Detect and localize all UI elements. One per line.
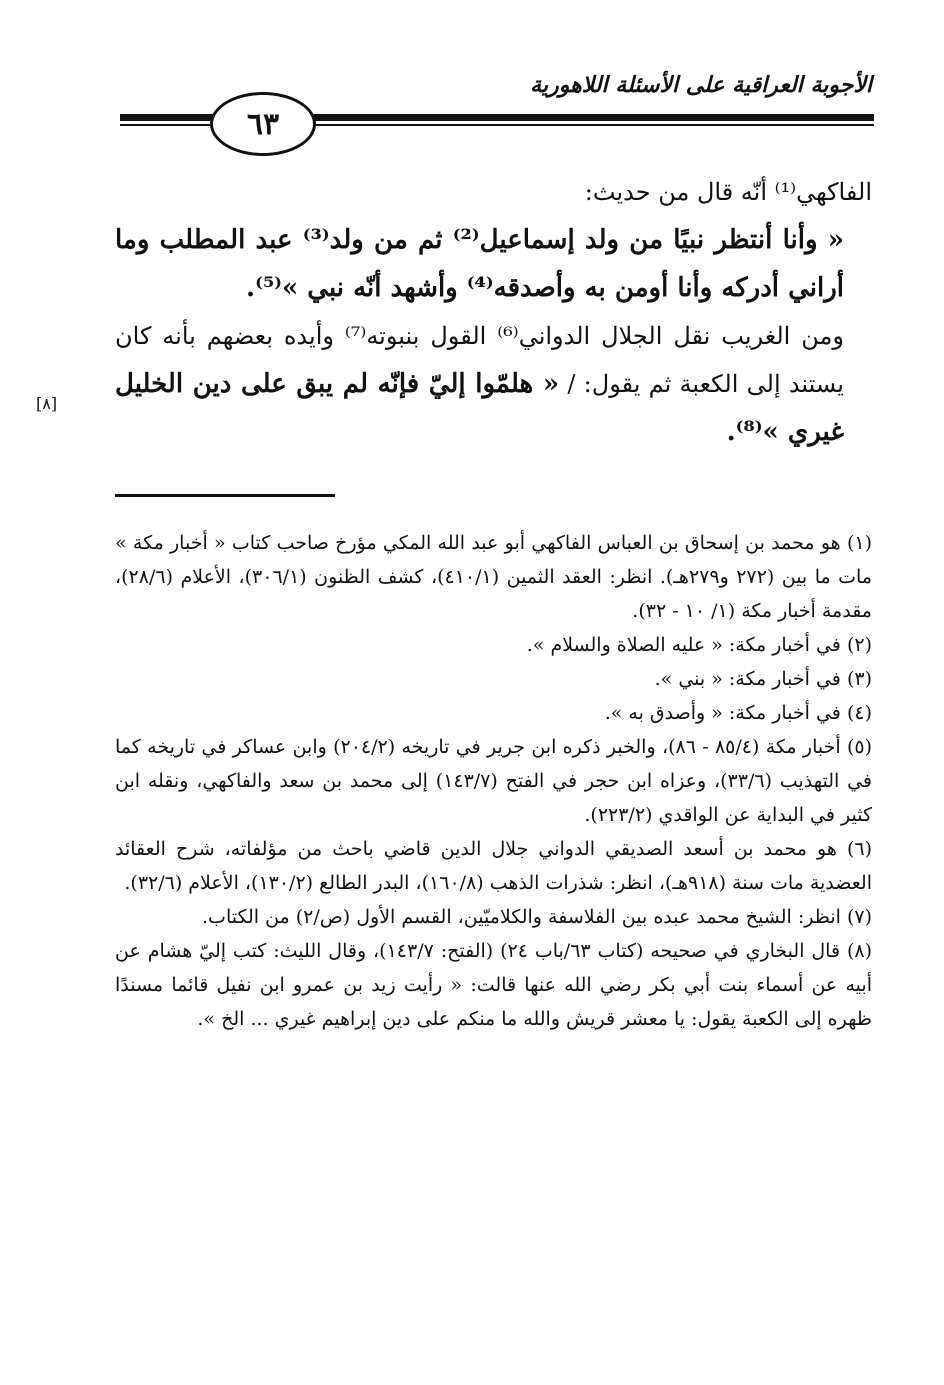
main-paragraph-2-quote: « وأنا أنتظر نبيًا من ولد إسماعيل⁽²⁾ ثم من ولد⁽³⁾ عبد المطلب وما أراني أدركه وأنا أومن به وأصدقه⁽⁴⁾ وأشهد أنّه نبي »⁽⁵⁾. — [115, 225, 844, 303]
footnote-text: أخبار مكة (٨٥/٤ - ٨٦)، والخبر ذكره ابن جرير في تاريخه (٢٠٤/٢) وابن عساكر في تاريخه كما في التهذيب (٣٣/٦)، وعزاه ابن حجر في الفتح (١٤٣/٧) إلى محمد بن سعد والفاكهي، ونقله ابن كثير في البداية عن الواقدي (٢٢٣/٢). — [115, 736, 872, 826]
footnotes — [115, 526, 872, 1036]
footnote-2 — [115, 628, 872, 662]
footnote-text: في أخبار مكة: « بني ». — [654, 668, 841, 690]
footnote-number: (١) — [846, 532, 872, 554]
footnote-number: (٥) — [846, 736, 872, 758]
page-number: ٦٣ — [246, 106, 280, 142]
main-paragraph-1: الفاكهي⁽¹⁾ أنّه قال من حديث: — [584, 178, 872, 206]
footnote-3 — [115, 662, 872, 696]
footnote-1 — [115, 526, 872, 628]
footnote-divider — [115, 494, 335, 497]
main-paragraph-3-quote: « هلمّوا إليّ فإنّه لم يبق على دين الخليل غيري »⁽⁸⁾. — [115, 369, 844, 447]
footnote-5 — [115, 730, 872, 832]
footnote-number: (٣) — [846, 668, 872, 690]
footnote-number: (٧) — [846, 906, 872, 928]
footnote-8 — [115, 934, 872, 1036]
footnote-number: (٦) — [846, 838, 872, 860]
footnote-text: في أخبار مكة: « عليه الصلاة والسلام ». — [526, 634, 841, 656]
footnote-number: (٤) — [846, 702, 872, 724]
footnote-text: في أخبار مكة: « وأصدق به ». — [604, 702, 841, 724]
footnote-text: قال البخاري في صحيحه (كتاب ٦٣/باب ٢٤) (الفتح: ١٤٣/٧)، وقال الليث: كتب إليّ هشام عن أبيه عن أسماء بنت أبي بكر رضي الله عنها قالت: « رأيت زيد بن عمرو ابن نفيل قائما مسندًا ظهره إلى الكعبة يقول: يا معشر قريش والله ما منكم على دين إبراهيم غيري ... الخ ». — [115, 940, 872, 1030]
footnote-text: انظر: الشيخ محمد عبده بين الفلاسفة والكلاميّين، القسم الأول (ص/٢) من الكتاب. — [202, 906, 841, 928]
footnote-text: هو محمد بن إسحاق بن العباس الفاكهي أبو عبد الله المكي مؤرخ صاحب كتاب « أخبار مكة » مات ما بين (٢٧٢ و٢٧٩هـ). انظر: العقد الثمين (٤١٠/١)، كشف الظنون (٣٠٦/١)، الأعلام (٢٨/٦)، مقدمة أخبار مكة (١/ ١٠ - ٣٢). — [115, 532, 872, 622]
footnote-6 — [115, 832, 872, 900]
main-paragraph-3 — [115, 312, 872, 456]
footnote-number: (٢) — [846, 634, 872, 656]
main-paragraph-3-text: ومن الغريب نقل الجلال الدواني⁽⁶⁾ القول بنبوته⁽⁷⁾ وأيده بعضهم بأنه كان يستند إلى الكعبة ثم يقول: / — [115, 322, 844, 398]
running-title: الأجوبة العراقية على الأسئلة اللاهورية — [530, 72, 872, 98]
footnote-text: هو محمد بن أسعد الصديقي الدواني جلال الدين قاضي باحث من مؤلفاته، شرح العقائد العضدية مات سنة (٩١٨هـ)، انظر: شذرات الذهب (١٦٠/٨)، البدر الطالع (١٣٠/٢)، الأعلام (٣٢/٦). — [115, 838, 872, 894]
footnote-4 — [115, 696, 872, 730]
margin-reference: [٨] — [36, 394, 58, 413]
page-number-oval — [210, 92, 316, 156]
main-text — [115, 168, 872, 456]
footnote-number: (٨) — [846, 940, 873, 962]
footnote-7 — [115, 900, 872, 934]
